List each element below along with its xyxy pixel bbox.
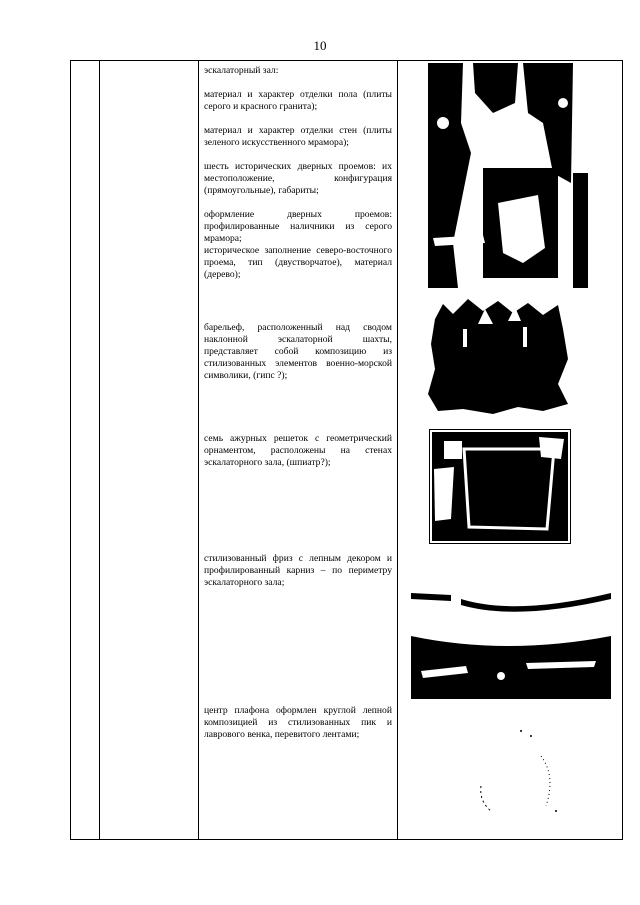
photo-grille bbox=[429, 429, 571, 544]
text-line: историческое заполнение северо-восточного проема, тип (двустворчатое), материал (дерево); bbox=[204, 245, 392, 280]
photo-bas-relief bbox=[423, 299, 573, 419]
page-number: 10 bbox=[313, 38, 327, 53]
column-divider bbox=[198, 61, 199, 839]
text-line: материал и характер отделки стен (плиты зеленого искусственного мрамора); bbox=[204, 125, 392, 148]
text-line: материал и характер отделки пола (плиты серого и красного гранита); bbox=[204, 89, 392, 112]
text-line: семь ажурных решеток с геометрический орнаментом, расположены на стенах эскалаторного зала, (шпиатр?); bbox=[204, 433, 392, 468]
description-cell-frieze bbox=[204, 553, 392, 601]
text-line: шесть исторических дверных проемов: их местоположение, конфигурация (прямоугольные), габариты; bbox=[204, 161, 392, 196]
document-table bbox=[70, 60, 623, 840]
description-cell-relief bbox=[204, 322, 392, 394]
column-divider bbox=[397, 61, 398, 839]
text-line: центр плафона оформлен круглой лепной композицией из стилизованных пик и лаврового венка, перевитого лентами; bbox=[204, 705, 392, 740]
column-divider bbox=[99, 61, 100, 839]
photo-ceiling-rosette bbox=[461, 716, 581, 831]
text-line: оформление дверных проемов: профилированные наличники из серого мрамора; bbox=[204, 209, 392, 244]
photo-frieze bbox=[406, 581, 611, 701]
description-cell-grilles bbox=[204, 433, 392, 481]
description-cell-escalator-hall bbox=[204, 65, 392, 293]
text-line: стилизованный фриз с лепным декором и профилированный карниз – по периметру эскалаторного зала; bbox=[204, 553, 392, 588]
text-line: барельеф, расположенный над сводом наклонной эскалаторной шахты, представляет собой композицию из стилизованных элементов военно-морской символики, (гипс ?); bbox=[204, 322, 392, 381]
photo-doorway bbox=[423, 63, 593, 288]
description-cell-ceiling bbox=[204, 705, 392, 753]
text-line: эскалаторный зал: bbox=[204, 65, 279, 76]
